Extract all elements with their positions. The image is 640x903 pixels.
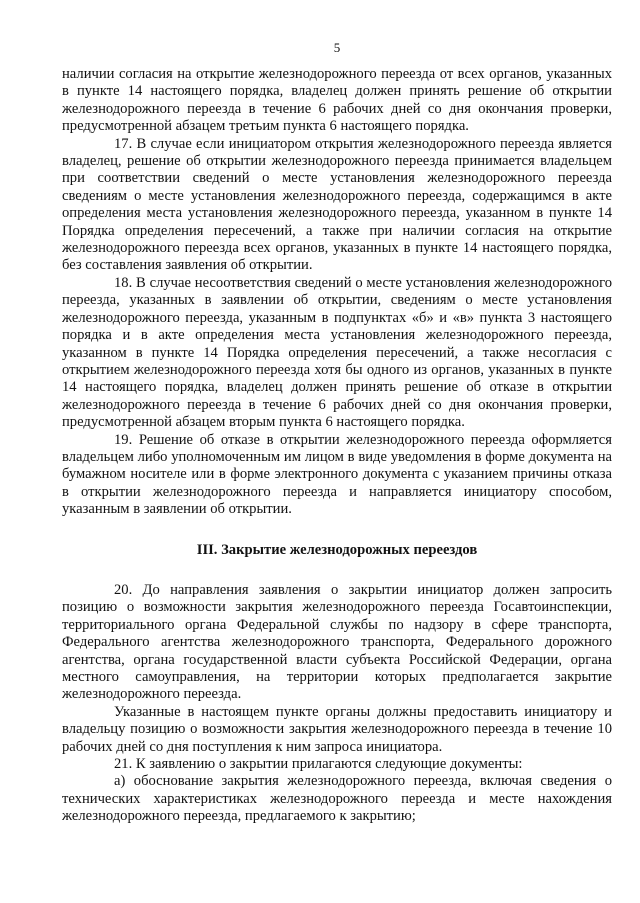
paragraph-19: 19. Решение об отказе в открытии железнодорожного переезда оформляется владельцем либо уполномоченным им лицом в виде уведомления в форме документа на бумажном носителе или в форме электронного документа с указанием причины отказа в открытии железнодорожного переезда и направляется инициатору способом, указанным в заявлении об открытии. [62,431,612,518]
page-number: 5 [333,40,341,55]
paragraph-21: 21. К заявлению о закрытии прилагаются следующие документы: [114,756,523,773]
paragraph-20: 20. До направления заявления о закрытии инициатор должен запросить позицию о возможности закрытия железнодорожного переезда Госавтоинспекции, территориального органа Федеральной службы по надзору в сфере транспорта, Федерального агентства железнодорожного транспорта, Федерального дорожного агентства, органа государственной власти субъекта Российской Федерации, органа местного самоуправления, на территории которых предполагается закрытие железнодорожного переезда. [62,581,612,703]
paragraphs-before-section [62,66,612,519]
paragraph-18: 18. В случае несоответствия сведений о месте установления железнодорожного переезда, указанных в заявлении об открытии, сведениям о месте установления железнодорожного переезда, указанным в подпунктах «б» и «в» пункта 3 настоящего порядка и в акте определения места установления железнодорожного переезда, указанном в пункте 14 Порядка определения пересечений, а также несогласия с открытием железнодорожного переезда хотя бы одного из органов, указанных в пункте 14 настоящего порядка, владелец должен принять решение об отказе в открытии железнодорожного переезда в течение 6 рабочих дней со дня окончания проверки, предусмотренной абзацем вторым пункта 6 настоящего порядка. [62,274,612,431]
paragraphs-after-section [62,582,612,826]
paragraph-21-item-a: а) обоснование закрытия железнодорожного переезда, включая сведения о технических характеристиках железнодорожного переезда и месте нахождения железнодорожного переезда, предлагаемого к закрытию; [62,773,612,825]
paragraph-20-continuation: Указанные в настоящем пункте органы должны предоставить инициатору и владельцу позицию о возможности закрытия железнодорожного переезда в течение 10 рабочих дней со дня поступления к ним запроса инициатора. [62,703,612,755]
paragraph-continuation: наличии согласия на открытие железнодорожного переезда от всех органов, указанных в пункте 14 настоящего порядка, владелец должен принять решение об открытии железнодорожного переезда в течение 6 рабочих дней со дня окончания проверки, предусмотренной абзацем третьим пункта 6 настоящего порядка. [62,66,612,135]
paragraph-17: 17. В случае если инициатором открытия железнодорожного переезда является владелец, решение об открытии железнодорожного переезда принимается владельцем при соответствии сведений о месте установления железнодорожного переезда сведениям о месте установления железнодорожного переезда, содержащимся в акте определения места установления железнодорожного переезда, указанном в пункте 14 Порядка определения пересечений, а также при наличии согласия на открытие железнодорожного переезда всех органов, указанных в пункте 14 настоящего порядка, без составления заявления об открытии. [62,135,612,274]
section-heading: III. Закрытие железнодорожных переездов [196,541,478,558]
